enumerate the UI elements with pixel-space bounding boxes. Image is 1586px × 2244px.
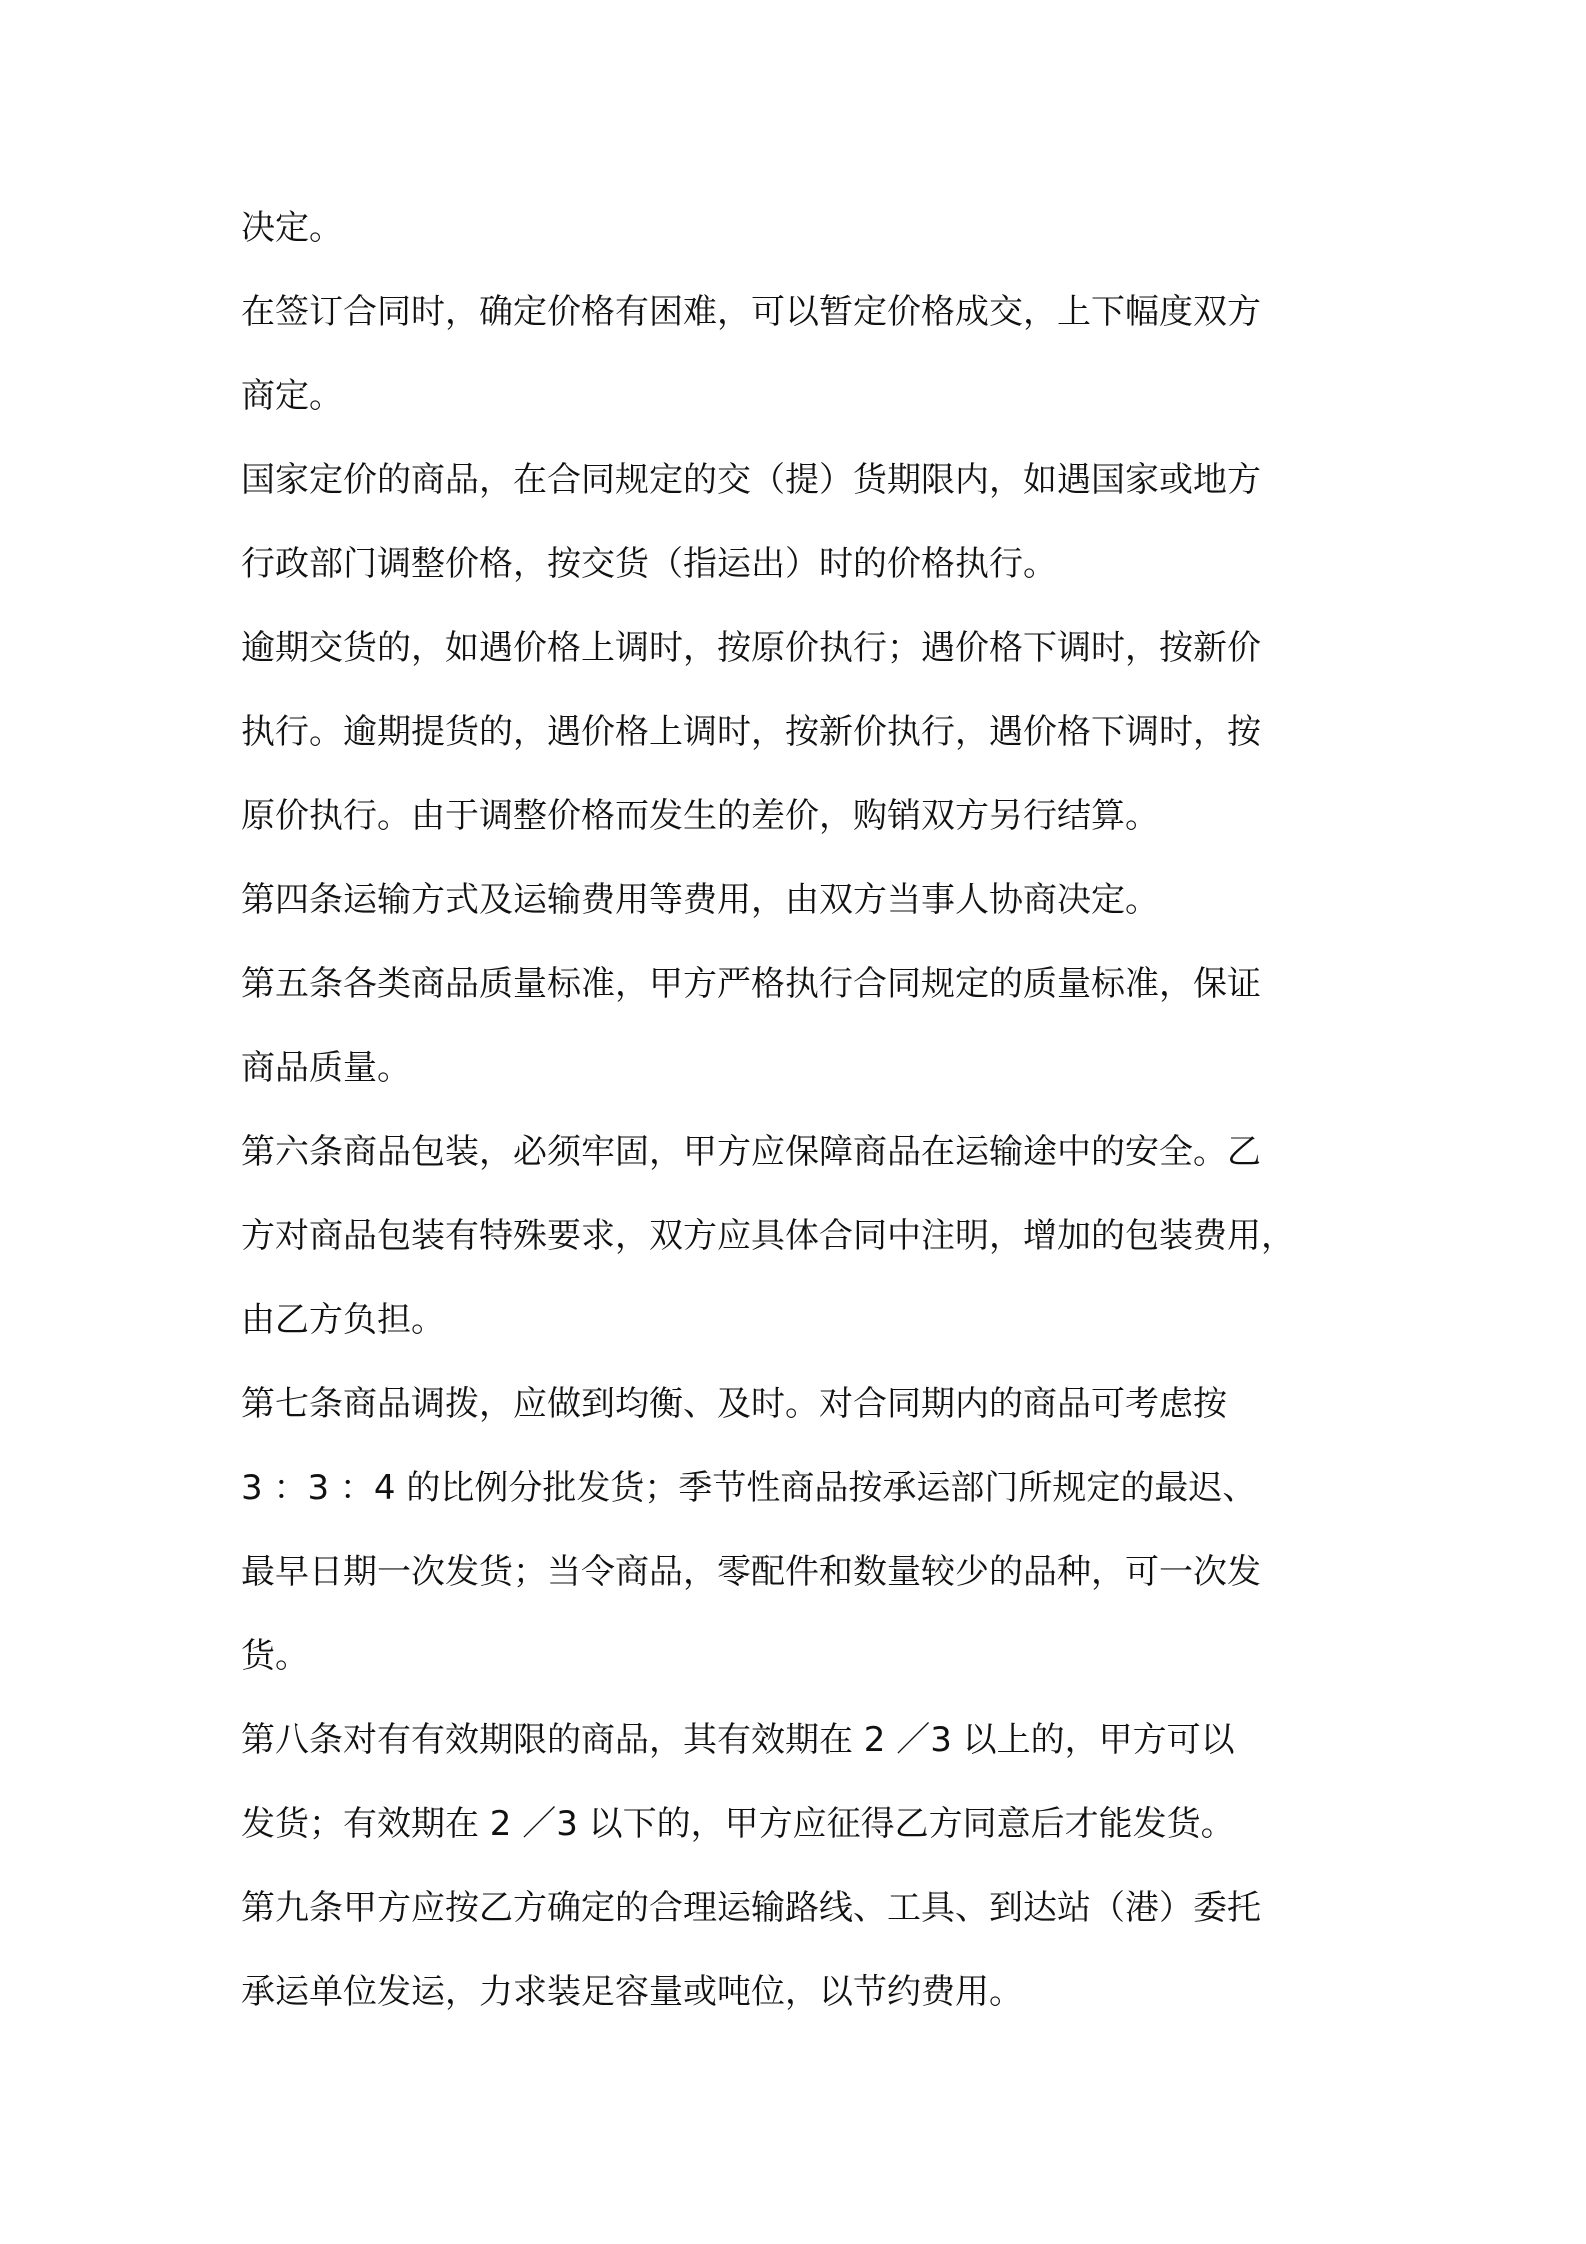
text-line: 国家定价的商品，在合同规定的交（提）货期限内，如遇国家或地方 [241,460,1261,500]
text-line: 货。 [241,1636,309,1676]
text-line: 第四条运输方式及运输费用等费用，由双方当事人协商决定。 [241,880,1159,920]
text-line: 第九条甲方应按乙方确定的合理运输路线、工具、到达站（港）委托 [241,1888,1261,1928]
text-line: 执行。逾期提货的，遇价格上调时，按新价执行，遇价格下调时，按 [241,712,1261,752]
text-line: 由乙方负担。 [241,1300,445,1340]
text-line: 行政部门调整价格，按交货（指运出）时的价格执行。 [241,544,1057,584]
text-line: 第六条商品包装，必须牢固，甲方应保障商品在运输途中的安全。乙 [241,1132,1261,1172]
text-line: 承运单位发运，力求装足容量或吨位，以节约费用。 [241,1972,1023,2012]
text-line: 原价执行。由于调整价格而发生的差价，购销双方另行结算。 [241,796,1159,836]
text-line: 发货；有效期在 2 ／3 以下的，甲方应征得乙方同意后才能发货。 [241,1804,1235,1844]
text-line: 最早日期一次发货；当令商品，零配件和数量较少的品种，可一次发 [241,1552,1261,1592]
text-line: 第七条商品调拨，应做到均衡、及时。对合同期内的商品可考虑按 [241,1384,1227,1424]
text-line: 方对商品包装有特殊要求，双方应具体合同中注明，增加的包装费用， [241,1216,1295,1256]
text-line: 3 ：3 ：4 的比例分批发货；季节性商品按承运部门所规定的最迟、 [241,1468,1257,1508]
text-line: 商定。 [241,376,343,416]
text-line: 第五条各类商品质量标准，甲方严格执行合同规定的质量标准，保证 [241,964,1261,1004]
text-line: 第八条对有有效期限的商品，其有效期在 2 ／3 以上的，甲方可以 [241,1720,1235,1760]
document-body [241,186,1361,2034]
text-line: 逾期交货的，如遇价格上调时，按原价执行；遇价格下调时，按新价 [241,628,1261,668]
text-line: 在签订合同时，确定价格有困难，可以暂定价格成交，上下幅度双方 [241,292,1261,332]
text-line: 商品质量。 [241,1048,411,1088]
text-line: 决定。 [241,208,343,248]
